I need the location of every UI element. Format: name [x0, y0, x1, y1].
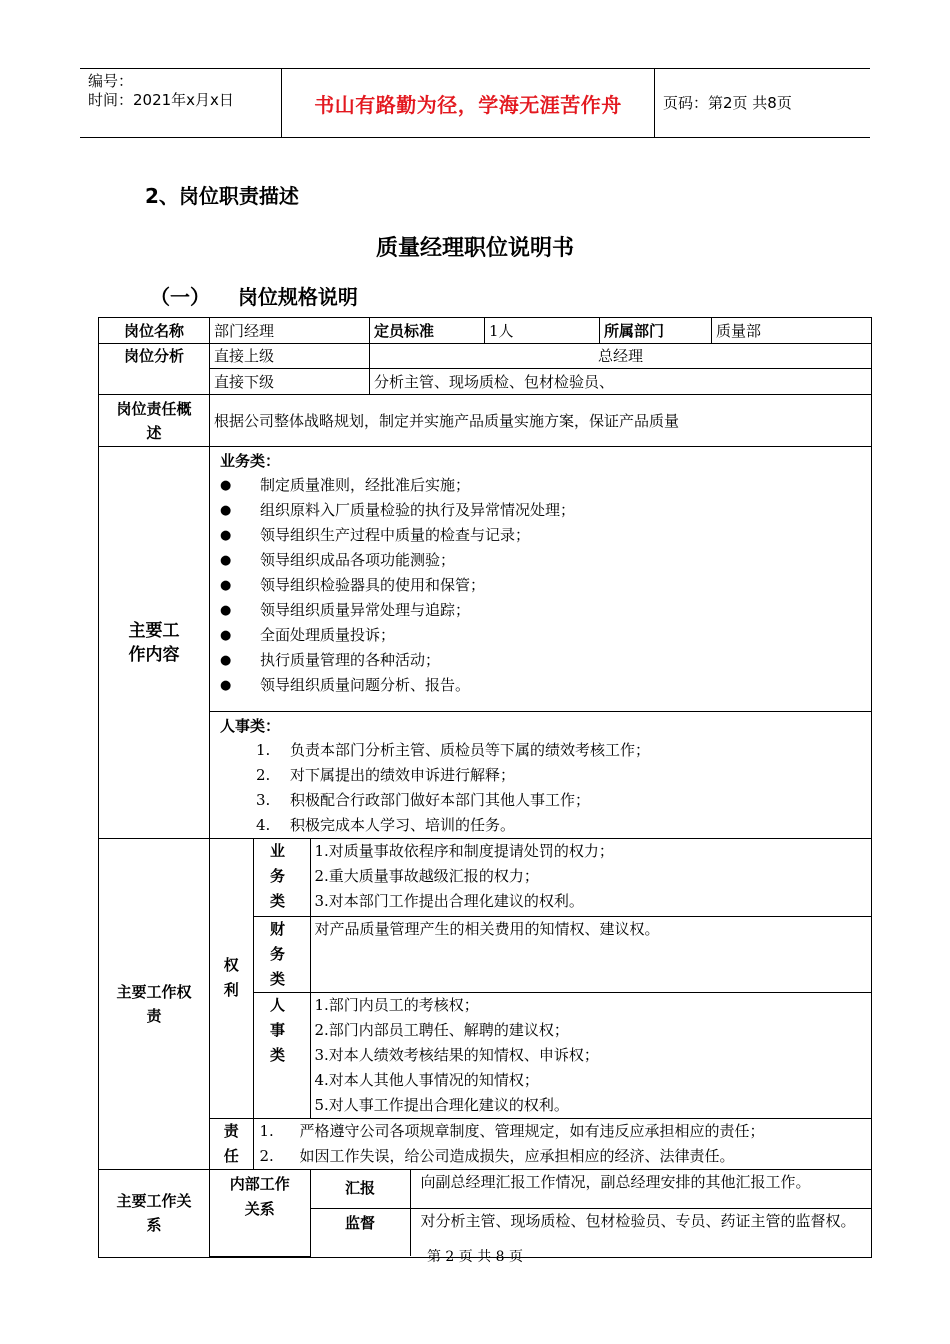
relations-cell [210, 1170, 872, 1258]
rights-hr-items [310, 992, 871, 1118]
rights-hr-item: 1.部门内员工的考核权； [314, 995, 479, 1014]
business-item: ● 领导组织生产过程中质量的检查与记录； [220, 523, 867, 548]
business-item: ● 全面处理质量投诉； [220, 623, 867, 648]
rights-business-item: 1.对质量事故依程序和制度提请处罚的权力； [314, 842, 614, 860]
rights-hr-item: 3.对本人绩效考核结果的知情权、申诉权； [314, 1045, 599, 1064]
rights-hr-item: 4.对本人其他人事情况的知情权； [314, 1070, 539, 1089]
business-title: 业务类： [220, 452, 281, 470]
number-label: 编号： [88, 72, 134, 90]
header-meta [80, 69, 282, 137]
duty-item [254, 1144, 872, 1169]
duty-label: 责任 [210, 1118, 253, 1169]
header-page-cell [655, 69, 870, 137]
hr-item-text: 负责本部门分析主管、质检员等下属的绩效考核工作； [290, 741, 651, 759]
rights-finance-label: 财务类 [253, 916, 310, 992]
spec-table [98, 317, 872, 1258]
hr-item [220, 763, 867, 788]
rights-business-item: 2.重大质量事故越级汇报的权力； [314, 867, 539, 885]
rights-finance-text: 对产品质量管理产生的相关费用的知情权、建议权。 [310, 916, 871, 992]
hr-list [220, 738, 867, 838]
superior-label: 直接上级 [210, 344, 370, 369]
hr-item-text: 积极完成本人学习、培训的任务。 [290, 816, 516, 834]
subordinate-label: 直接下级 [210, 369, 370, 395]
rights-business-item: 3.对本部门工作提出合理化建议的权利。 [314, 892, 584, 910]
supervise-label: 监督 [310, 1208, 410, 1256]
hr-item-text: 对下属提出的绩效申诉进行解释； [290, 766, 516, 784]
relations-label: 主要工作关系 [99, 1170, 210, 1258]
rights-hr-item: 2.部门内部员工聘任、解聘的建议权； [314, 1020, 569, 1039]
hr-item [220, 788, 867, 813]
superior-value: 总经理 [370, 344, 872, 369]
subordinate-value: 分析主管、现场质检、包材检验员、 [370, 369, 872, 395]
motto: 书山有路勤为径，学海无涯苦作舟 [314, 92, 622, 117]
duty-item [254, 1119, 872, 1144]
hr-item [220, 738, 867, 763]
hr-item-number: 3. [256, 791, 271, 809]
dept-value: 质量部 [712, 318, 872, 344]
business-list [220, 473, 867, 698]
duty-item-number: 2. [259, 1146, 274, 1165]
page-footer: 第 2 页 共 8 页 [426, 1249, 524, 1265]
business-item: ● 执行质量管理的各种活动； [220, 648, 867, 673]
business-item: ● 领导组织检验器具的使用和保管； [220, 573, 867, 598]
analysis-label: 岗位分析 [99, 344, 210, 395]
authority-label: 主要工作权责 [99, 839, 210, 1170]
hr-item-number: 4. [256, 816, 271, 834]
quota-value: 1人 [485, 318, 600, 344]
authority-table [210, 839, 871, 1169]
business-item: ● 领导组织质量问题分析、报告。 [220, 673, 867, 698]
duty-item-text: 严格遵守公司各项规章制度、管理规定，如有违反应承担相应的责任； [299, 1121, 765, 1140]
hr-item-number: 2. [256, 766, 271, 784]
post-name-value: 部门经理 [210, 318, 370, 344]
rights-business-label: 业务类 [253, 839, 310, 916]
duty-cell [253, 1118, 871, 1169]
report-label: 汇报 [310, 1170, 410, 1208]
doc-title: 质量经理职位说明书 [375, 236, 574, 261]
page-header [80, 68, 870, 138]
business-item: ● 制定质量准则，经批准后实施； [220, 473, 867, 498]
dept-label: 所属部门 [600, 318, 712, 344]
business-item: ● 领导组织成品各项功能测验； [220, 548, 867, 573]
hr-title: 人事类： [220, 717, 281, 735]
time-label: 时间：2021年x月x日 [88, 91, 234, 109]
supervise-text: 对分析主管、现场质检、包材检验员、专员、药证主管的监督权。 [410, 1208, 871, 1256]
section-heading: 2、岗位职责描述 [145, 184, 299, 208]
summary-label: 岗位责任概述 [99, 395, 210, 447]
report-text: 向副总经理汇报工作情况，副总经理安排的其他汇报工作。 [410, 1170, 871, 1208]
hr-item-text: 积极配合行政部门做好本部门其他人事工作； [290, 791, 591, 809]
duty-item-number: 1. [259, 1121, 274, 1140]
quota-label: 定员标准 [370, 318, 485, 344]
business-cell [210, 447, 872, 712]
business-item: ● 组织原料入厂质量检验的执行及异常情况处理； [220, 498, 867, 523]
relations-table [210, 1170, 871, 1257]
header-motto-cell [282, 69, 655, 137]
duty-list [254, 1119, 872, 1169]
duty-item-text: 如因工作失误，给公司造成损失，应承担相应的经济、法律责任。 [299, 1146, 735, 1165]
work-label: 主要工作内容 [99, 447, 210, 839]
rights-business-items [310, 839, 871, 916]
hr-item [220, 813, 867, 838]
summary-value: 根据公司整体战略规划，制定并实施产品质量实施方案，保证产品质量 [210, 395, 872, 447]
rights-hr-item: 5.对人事工作提出合理化建议的权利。 [314, 1095, 569, 1114]
hr-item-number: 1. [256, 741, 271, 759]
post-name-label: 岗位名称 [99, 318, 210, 344]
rights-label: 权利 [210, 839, 253, 1118]
sub-heading: （一） 岗位规格说明 [150, 285, 358, 309]
hr-cell [210, 712, 872, 839]
business-item: ● 领导组织质量异常处理与追踪； [220, 598, 867, 623]
rights-hr-label: 人事类 [253, 992, 310, 1118]
authority-cell [210, 839, 872, 1170]
page-number: 页码：第2页 共8页 [663, 93, 792, 112]
internal-label: 内部工作关系 [210, 1170, 310, 1256]
